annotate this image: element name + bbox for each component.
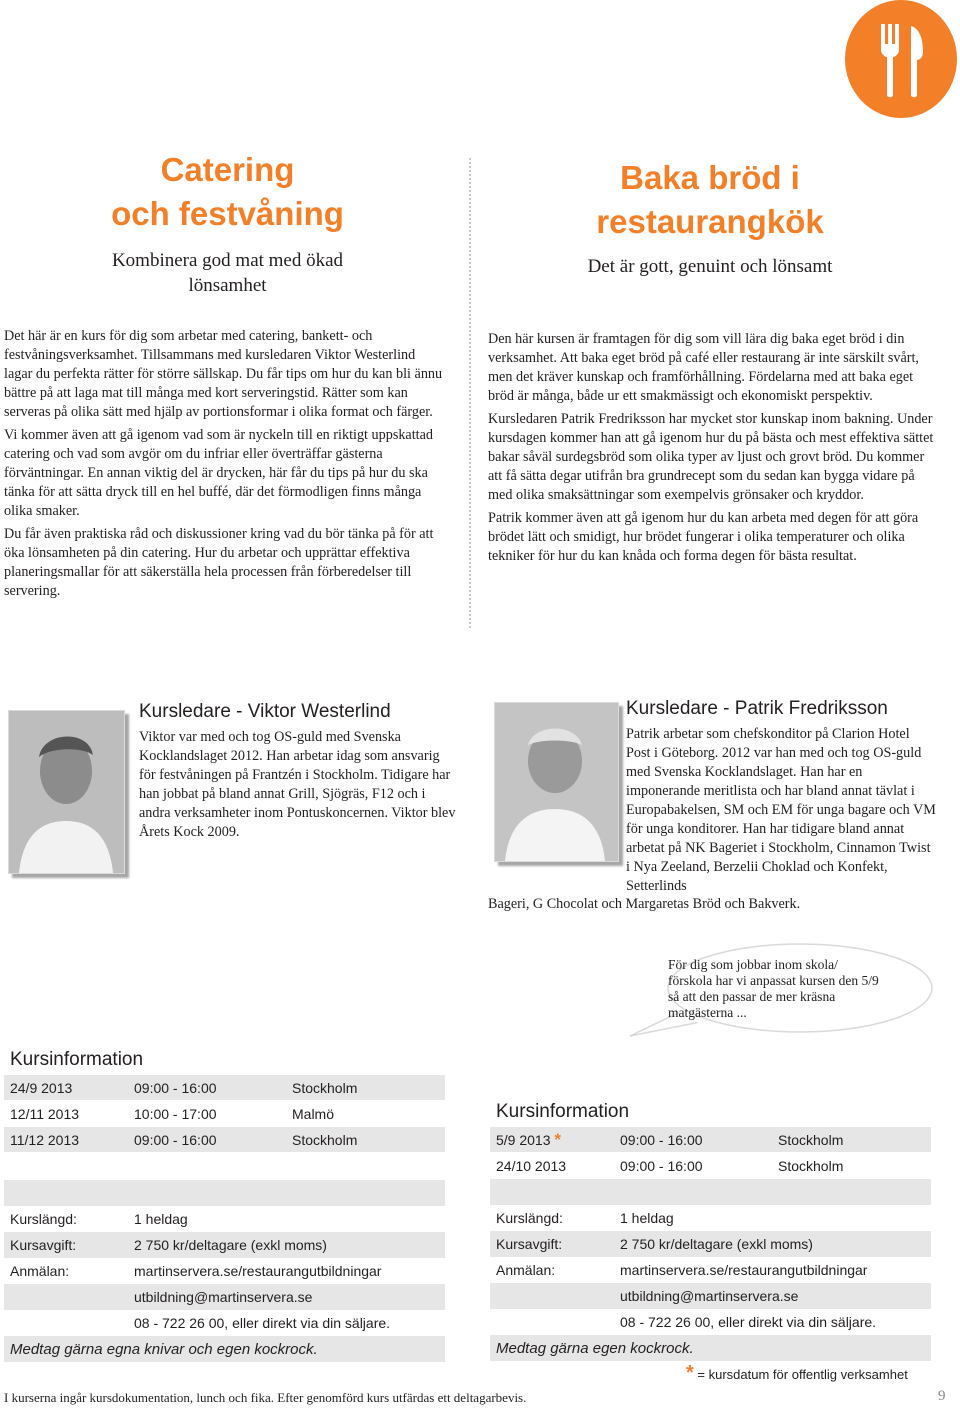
left-subtitle: [50, 248, 405, 298]
kursavgift-label: Kursavgift:: [10, 1237, 77, 1253]
fork-knife-logo: [845, 0, 957, 118]
kurslangd-label: Kurslängd:: [10, 1211, 77, 1227]
bubble-text: För dig som jobbar inom skola/ förskola har vi anpassat kursen den 5/9 så att den passar de mer kräsna matgästerna ...: [668, 957, 879, 1020]
right-leader-text-last: Bageri, G Chocolat och Margaretas Bröd och Bakverk.: [488, 896, 801, 912]
table-row: [4, 1127, 445, 1152]
left-paragraph-1: Det här är en kurs för dig som arbetar med catering, bankett- och festvåningsverksamhet. Tillsammans med kursledaren Viktor Westerlind lagar du perfekta rätter för större sällskap. Du får tips om hur du kan bli ännu bättre på att laga mat till många med kort serveringstid. Rätter som kan serveras på olika sätt med hjälp av portionsformar i olika format och färger.: [4, 328, 443, 420]
date-cell: 24/9 2013: [10, 1079, 73, 1096]
table-row: [4, 1101, 445, 1126]
anmalan-email[interactable]: utbildning@martinservera.se: [620, 1288, 799, 1304]
patrik-photo: [494, 702, 619, 862]
right-heading: [525, 156, 895, 244]
right-paragraph-3: Patrik kommer även att gå igenom hur du kan arbeta med degen för att göra brödet lätt och smidigt, hur brödet fungerar i olika temperaturer och olika tekniker för hur du kan knåda och forma degen för bästa resultat.: [488, 510, 919, 564]
right-subtitle-block: [525, 254, 895, 279]
time-cell: 09:00 - 16:00: [134, 1079, 217, 1096]
left-paragraph-2: Vi kommer även att gå igenom vad som är nyckeln till en riktigt uppskattad catering och vad som avgör om du infriar eller överträffar gästerna förväntningar. En annan viktig del är drycken, här får du tips på hur du ska tänka för att sätta dryck till en hel buffé, där det förmodligen finns många olika smaker.: [4, 427, 434, 519]
table-row: [490, 1153, 931, 1178]
left-body: [4, 327, 444, 605]
kurslangd-label: Kurslängd:: [496, 1210, 563, 1226]
left-leader-text: Viktor var med och tog OS-guld med Svenska Kocklandslaget 2012. Han arbetar idag som ansvarig för festvåningen på Frantzén i Stockholm. Tidigare har han jobbat på bland annat Grill, Sjögräs, F12 och i andra verksamheter inom Pontuskoncernen. Viktor blev Årets Kock 2009.: [139, 729, 456, 840]
left-subtitle-line2: lönsamhet: [188, 275, 267, 296]
right-leader-title: Kursledare - Patrik Fredriksson: [626, 698, 888, 719]
right-paragraph-1: Den här kursen är framtagen för dig som vill lära dig baka eget bröd i din verksamhet. Att baka eget bröd på café eller restaurang är inte särskilt svårt, men det kräver kunskap och framförhållning. Fördelarna med att baka eget bröd är många, både ur ett smakmässigt och ekonomiskt perspektiv.: [488, 331, 919, 404]
star-legend: [686, 1362, 908, 1385]
kurslangd-value: 1 heldag: [620, 1210, 674, 1226]
right-subtitle: Det är gott, genuint och lönsamt: [587, 256, 833, 277]
anmalan-label: Anmälan:: [10, 1263, 70, 1279]
table-row: [490, 1127, 931, 1152]
viktor-photo: [8, 710, 125, 874]
fork-knife-icon: [845, 0, 957, 118]
time-cell: 09:00 - 16:00: [620, 1131, 703, 1148]
left-title-line1: Catering: [160, 151, 295, 188]
right-title-line2: restaurangkök: [596, 203, 824, 240]
place-cell: Stockholm: [778, 1131, 844, 1148]
kursavgift-value: 2 750 kr/deltagare (exkl moms): [620, 1236, 813, 1252]
legend-text: = kursdatum för offentlig verksamhet: [697, 1367, 908, 1382]
left-note: Medtag gärna egna knivar och egen kockrock.: [10, 1341, 318, 1358]
place-cell: Stockholm: [292, 1079, 358, 1096]
right-note: Medtag gärna egen kockrock.: [496, 1340, 694, 1357]
anmalan-phone: 08 - 722 26 00, eller direkt via din säljare.: [134, 1315, 391, 1331]
table-row: [4, 1075, 445, 1100]
date-cell: [496, 1130, 561, 1150]
column-divider: [469, 158, 471, 628]
left-kurs-title: Kursinformation: [10, 1049, 144, 1070]
date-cell: 11/12 2013: [10, 1131, 80, 1148]
anmalan-email[interactable]: utbildning@martinservera.se: [134, 1289, 313, 1305]
right-body: [488, 330, 938, 570]
left-leader-title: Kursledare - Viktor Westerlind: [139, 701, 391, 722]
date-text: 5/9 2013: [496, 1131, 551, 1148]
public-star: *: [554, 1129, 562, 1149]
kursavgift-label: Kursavgift:: [496, 1236, 563, 1252]
time-cell: 09:00 - 16:00: [620, 1157, 703, 1174]
left-title-line2: och festvåning: [111, 195, 344, 232]
left-heading: [50, 148, 405, 236]
kursavgift-value: 2 750 kr/deltagare (exkl moms): [134, 1237, 327, 1253]
date-cell: 12/11 2013: [10, 1105, 80, 1122]
anmalan-url[interactable]: martinservera.se/restaurangutbildningar: [620, 1262, 868, 1278]
right-leader-text: Patrik arbetar som chefskonditor på Clarion Hotel Post i Göteborg. 2012 var han med och tog OS-guld med Svenska Kocklandslaget. Han har en imponerande meritlista och har bland annat tävlat i Europabakelsen, SM och EM för unga bagare och VM för unga konditorer. Han har tidigare bland annat arbetat på NK Bageriet i Stockholm, Cinnamon Twist i Nya Zeeland, Berzelii Choklad och Konfekt, Setterlinds: [626, 726, 936, 894]
spacer-band: [490, 1179, 931, 1205]
right-kurs-title: Kursinformation: [496, 1101, 630, 1122]
place-cell: Stockholm: [778, 1157, 844, 1174]
left-subtitle-line1: Kombinera god mat med ökad: [111, 250, 344, 271]
place-cell: Stockholm: [292, 1131, 358, 1148]
right-paragraph-2: Kursledaren Patrik Fredriksson har mycket stor kunskap inom bakning. Under kursdagen kommer han att gå igenom hur du på bästa och mest effektiva sättet bakar såväl surdegsbröd som olika typer av ljust och grovt bröd. Du kommer att få sätta degar utifrån bra grundrecept som du sedan kan bygga vidare på med olika smaksättningar som exempelvis grönsaker och kryddor.: [488, 411, 934, 503]
time-cell: 10:00 - 17:00: [134, 1105, 217, 1122]
left-paragraph-3: Du får även praktiska råd och diskussioner kring vad du bör tänka på för att öka lönsamheten på din catering. Hur du arbetar och upprättar effektiva planeringsmallar för att säkerställa hela processen från förberedelser till servering.: [4, 526, 434, 599]
right-leader: [626, 697, 936, 896]
anmalan-phone: 08 - 722 26 00, eller direkt via din säljare.: [620, 1314, 877, 1330]
footer-text: I kurserna ingår kursdokumentation, lunch och fika. Efter genomförd kurs utfärdas ett deltagarbevis.: [4, 1390, 527, 1405]
place-cell: Malmö: [292, 1105, 335, 1122]
anmalan-label: Anmälan:: [496, 1262, 556, 1278]
portrait-image: [9, 711, 124, 873]
anmalan-url[interactable]: martinservera.se/restaurangutbildningar: [134, 1263, 382, 1279]
spacer-band: [4, 1180, 445, 1206]
kurslangd-value: 1 heldag: [134, 1211, 188, 1227]
legend-star: *: [686, 1362, 694, 1384]
time-cell: 09:00 - 16:00: [134, 1131, 217, 1148]
left-leader: [139, 700, 459, 842]
date-cell: 24/10 2013: [496, 1157, 567, 1174]
portrait-image: [495, 703, 618, 861]
page-number: 9: [938, 1388, 946, 1404]
right-title-line1: Baka bröd i: [620, 159, 800, 196]
